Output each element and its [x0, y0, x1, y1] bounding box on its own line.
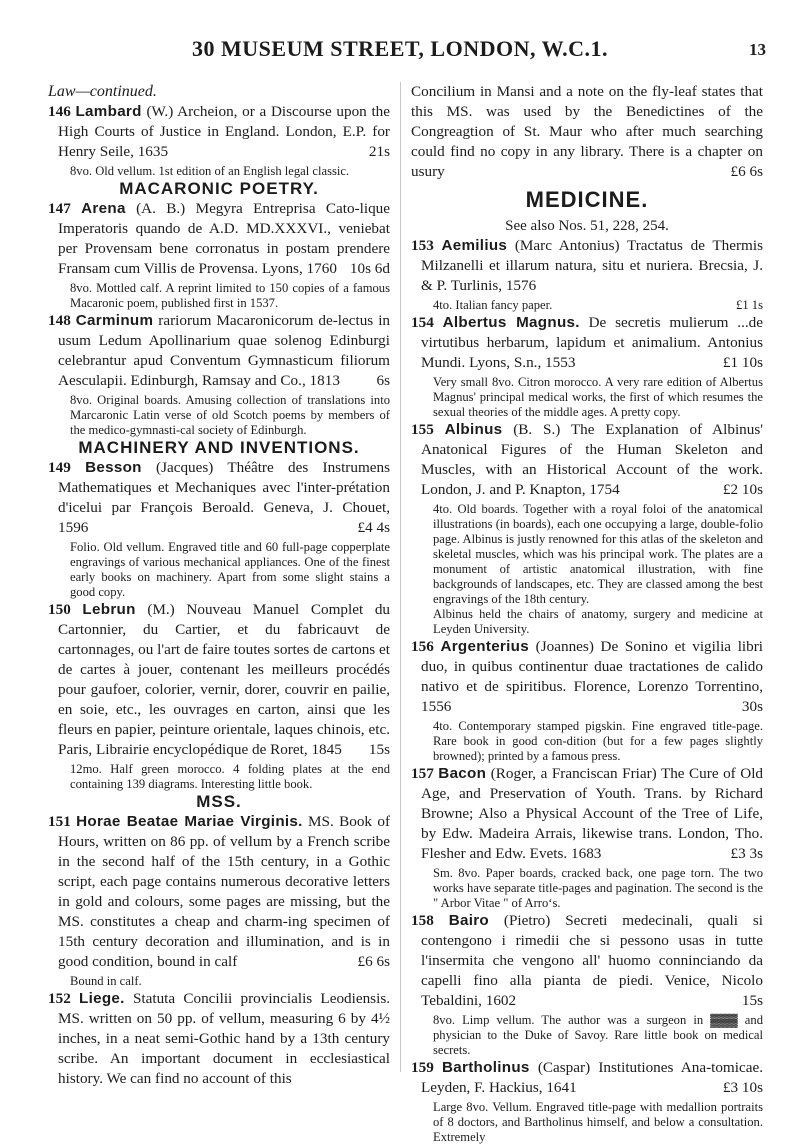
entry-150 — [48, 600, 390, 760]
entry-number: 146 — [48, 103, 71, 120]
entry-note: Albinus held the chairs of anatomy, surgery and medicine at Leyden University. — [433, 607, 763, 636]
entry-text: Concilium in Mansi and a note on the fly-leaf states that this MS. was used by the Benedictines of the Congreagtion of St. Maur who after much searching could find no copy in any library. There is a chapter on usury — [411, 83, 763, 180]
entry-note: Sm. 8vo. Paper boards, cracked back, one page torn. The two works have separate title-pages and pagination. The second is the " Arbor Vitae " of Arroʻs. — [433, 866, 763, 910]
entry-price: 15s — [741, 992, 763, 1009]
section-heading: MSS. — [196, 792, 242, 811]
entry-text: De secretis mulierum ...de virtutibus herbarum, lapidum et animalium. Antonius Mundi. Lyons, S.n., 1553 — [421, 314, 764, 371]
entry-price: 15s — [368, 741, 390, 758]
entry-note — [411, 298, 763, 313]
entry-price: 21s — [368, 143, 390, 160]
entry-note: 8vo. Old vellum. 1st edition of an English legal classic. — [70, 164, 350, 178]
entry-price: £3 10s — [722, 1079, 763, 1096]
entry-148 — [48, 311, 390, 391]
entry-text: (Jacques) Théâtre des Instrumens Mathematiques et Mechaniques avec l'inter-prétation d'icelui par François Beroald. Geneva, J. Chouet, 1596 — [58, 459, 391, 536]
section-heading: MACHINERY AND INVENTIONS. — [78, 438, 360, 457]
entry-number: 150 — [48, 601, 71, 618]
entry-158 — [411, 911, 763, 1011]
entry-text: (M.) Nouveau Manuel Complet du Cartonnier, du Cartier, et du fabricauvt de cartonnages, ou l'art de faire toutes sortes de cartons et de cartes à jouer, contenant les meilleurs procédés pour gaufoer, colorier, vernir, dorer, couvrir en pailie, en soie, etc., les ouvrages en carton, ainsi que les fleurs en papier, peinture orientale, laques chinois, etc. Paris, Librairie encyclopédique de Roret, 1845 — [58, 601, 391, 758]
see-also: See also Nos. 51, 228, 254. — [505, 218, 669, 234]
entry-147 — [48, 199, 390, 279]
entry-text: (Caspar) Institutiones Ana-tomicae. Leyden, F. Hackius, 1641 — [421, 1059, 763, 1096]
entry-text: (A. B.) Megyra Entreprisa Cato-lique Imperatoris quando de A.D. MD.XXXVI., veniebat per Provensam bene corronatus in postam prendere Fransam cum Villis de Provensa. Lyons, 1760 — [58, 200, 391, 277]
entry-note: Large 8vo. Vellum. Engraved title-page with medallion portraits of 8 doctors, and Bartholinus himself, and below a consultation. Extremely — [433, 1100, 763, 1144]
entry-154 — [411, 313, 763, 373]
column-divider — [400, 82, 401, 1072]
entry-text: Statuta Concilii provincialis Leodiensis. MS. written on 50 pp. of vellum, measuring 6 by 4½ inches, in a neat semi-Gothic hand by a 13th century scribe. An important document in ecclesiastical history. We can find no account of this — [58, 990, 391, 1087]
entry-number: 159 — [411, 1059, 434, 1076]
entry-author: Horae Beatae Mariae Virginis. — [76, 813, 303, 830]
right-column — [411, 82, 763, 1145]
entry-number: 152 — [48, 990, 71, 1007]
entry-number: 148 — [48, 312, 71, 329]
entry-author: Albertus Magnus. — [442, 314, 580, 331]
page-header: 30 MUSEUM STREET, LONDON, W.C.1. — [192, 36, 608, 61]
entry-note: Very small 8vo. Citron morocco. A very rare edition of Albertus Magnus' principal medical works, the first of which resumes the sexual theories of the middle ages. A pretty copy. — [433, 375, 763, 419]
entry-note: 8vo. Original boards. Amusing collection of translations into Marcaronic Latin verse of old Scotch poems by members of the medico-gymnasti-cal society of Edinburgh. — [70, 393, 390, 437]
entry-text: (Marc Antonius) Tractatus de Thermis Milzanelli et illarum natura, situ et nuriera. Brecsia, J. & P. Turlinis, 1576 — [421, 237, 763, 294]
entry-text: rariorum Macaronicorum de-lectus in usum Ledum Apollinarium quae solenoɡ Edinburgi celebrantur apud Conventum Gymnasticum filiorum Aesculapii. Edinburgh, Ramsay and Co., 1813 — [58, 312, 391, 389]
entry-text: MS. Book of Hours, written on 86 pp. of vellum by a French scribe in the second half of the 15th century, in a Gothic script, each page contains numerous decorative letters in gold and colours, some pages are missing, but the MS. constitutes a cheap and charm-ing specimen of 15th century decoration and illumination, and is in good condition, bound in calf — [58, 813, 390, 970]
section-heading: MACARONIC POETRY. — [119, 179, 319, 198]
entry-152-continued — [411, 82, 763, 182]
entry-number: 155 — [411, 421, 434, 438]
entry-note: 12mo. Half green morocco. 4 folding plates at the end containing 139 diagrams. Interesting little book. — [70, 762, 390, 791]
entry-152 — [48, 989, 390, 1089]
entry-price: £4 4s — [357, 519, 390, 536]
entry-text: (B. S.) The Explanation of Albinus' Anatonical Figures of the Human Skeleton and Muscles, with an Historical Account of the work. London, J. and P. Knapton, 1754 — [421, 421, 763, 498]
entry-number: 151 — [48, 813, 71, 830]
entry-price: £6 6s — [730, 163, 763, 180]
entry-author: Argenterius — [440, 638, 529, 655]
entry-number: 157 — [411, 765, 434, 782]
entry-156 — [411, 637, 763, 717]
entry-author: Liege. — [79, 990, 125, 1007]
entry-price: £6 6s — [357, 953, 390, 970]
entry-number: 147 — [48, 200, 71, 217]
entry-159 — [411, 1058, 763, 1098]
entry-price: 10s 6d — [349, 260, 390, 277]
entry-note: 4to. Old boards. Together with a royal foloi of the anatomical illustrations (in boards), each one occupying a large, double-folio page. Albinus is justly renowned for this atlas of the skeleton and skeletal muscles, which was his principal work. The plates are a monument of artistic anatomical illustration, with fine backgrounds of landscapes, etc. They are classed among the best engravings of the 18th century. — [433, 502, 763, 606]
entry-price: 30s — [741, 698, 763, 715]
entry-number: 156 — [411, 638, 434, 655]
entry-number: 158 — [411, 912, 434, 929]
entry-note-text: 4to. Italian fancy paper. — [433, 298, 553, 312]
entry-153 — [411, 236, 763, 296]
entry-price: £2 10s — [722, 481, 763, 498]
entry-text: (W.) Archeion, or a Discourse upon the High Courts of Justice in England. London, E.P. for Henry Seile, 1635 — [58, 103, 391, 160]
entry-text: (Joannes) De Sonino et vigilia libri duo, in quibus continentur duae tractationes de calido nativo et de spiritibus. Florence, Lorenzo Torrentino, 1556 — [421, 638, 764, 715]
entry-author: Bacon — [438, 765, 487, 782]
entry-number: 154 — [411, 314, 434, 331]
entry-author: Carminum — [75, 312, 154, 329]
entry-price: £1 10s — [722, 354, 763, 371]
entry-note: 4to. Contemporary stamped pigskin. Fine engraved title-page. Rare book in good con-dition (but for a few pages slightly browned); printed by a famous press. — [433, 719, 763, 763]
entry-note: Folio. Old vellum. Engraved title and 60 full-page copperplate engravings of various mechanical appliances. One of the finest early books on machinery. Apart from some slight stains a good copy. — [70, 540, 390, 599]
entry-author: Lebrun — [82, 601, 136, 618]
entry-author: Besson — [85, 459, 142, 476]
entry-number: 149 — [48, 459, 71, 476]
entry-author: Bairo — [448, 912, 490, 929]
entry-author: Albinus — [444, 421, 503, 438]
entry-text: (Pietro) Secreti medecinali, quali si contengono i rimedii che si pessono usas in tutte l'insermita che vengono all' huomo conninciando da capelli fino alla pianta de piedi. Venice, Nicolo Tebaldini, 1602 — [421, 912, 764, 1009]
entry-157 — [411, 764, 763, 864]
left-column — [48, 82, 390, 1091]
page-number: 13 — [749, 40, 766, 59]
entry-149 — [48, 458, 390, 538]
entry-number: 153 — [411, 237, 434, 254]
entry-price: 6s — [376, 372, 390, 389]
entry-note: Bound in calf. — [70, 974, 142, 988]
entry-price: £1 1s — [736, 298, 763, 312]
entry-note: 8vo. Limp vellum. The author was a surgeon in ▓▓▓ and physician to the Duke of Savoy. Rare little book on medical secrets. — [433, 1013, 763, 1057]
entry-note: 8vo. Mottled calf. A reprint limited to 150 copies of a famous Macaronic poem, published first in 1537. — [70, 281, 390, 310]
entry-146 — [48, 102, 390, 162]
entry-text: (Roger, a Franciscan Friar) The Cure of Old Age, and Preservation of Youth. Trans. by Richard Browne; Also a Physical Account of the Tree of Life, by Edw. Madeira Arrais, likewise trans. London, Tho. Flesher and Edw. Evets. 1683 — [421, 765, 764, 862]
entry-author: Aemilius — [441, 237, 508, 254]
entry-author: Arena — [81, 200, 126, 217]
entry-price: £3 3s — [730, 845, 763, 862]
section-heading: MEDICINE. — [525, 187, 649, 212]
entry-151 — [48, 812, 390, 972]
entry-author: Lambard — [75, 103, 142, 120]
entry-155 — [411, 420, 763, 500]
section-continued: Law—continued. — [48, 83, 157, 100]
entry-author: Bartholinus — [441, 1059, 530, 1076]
